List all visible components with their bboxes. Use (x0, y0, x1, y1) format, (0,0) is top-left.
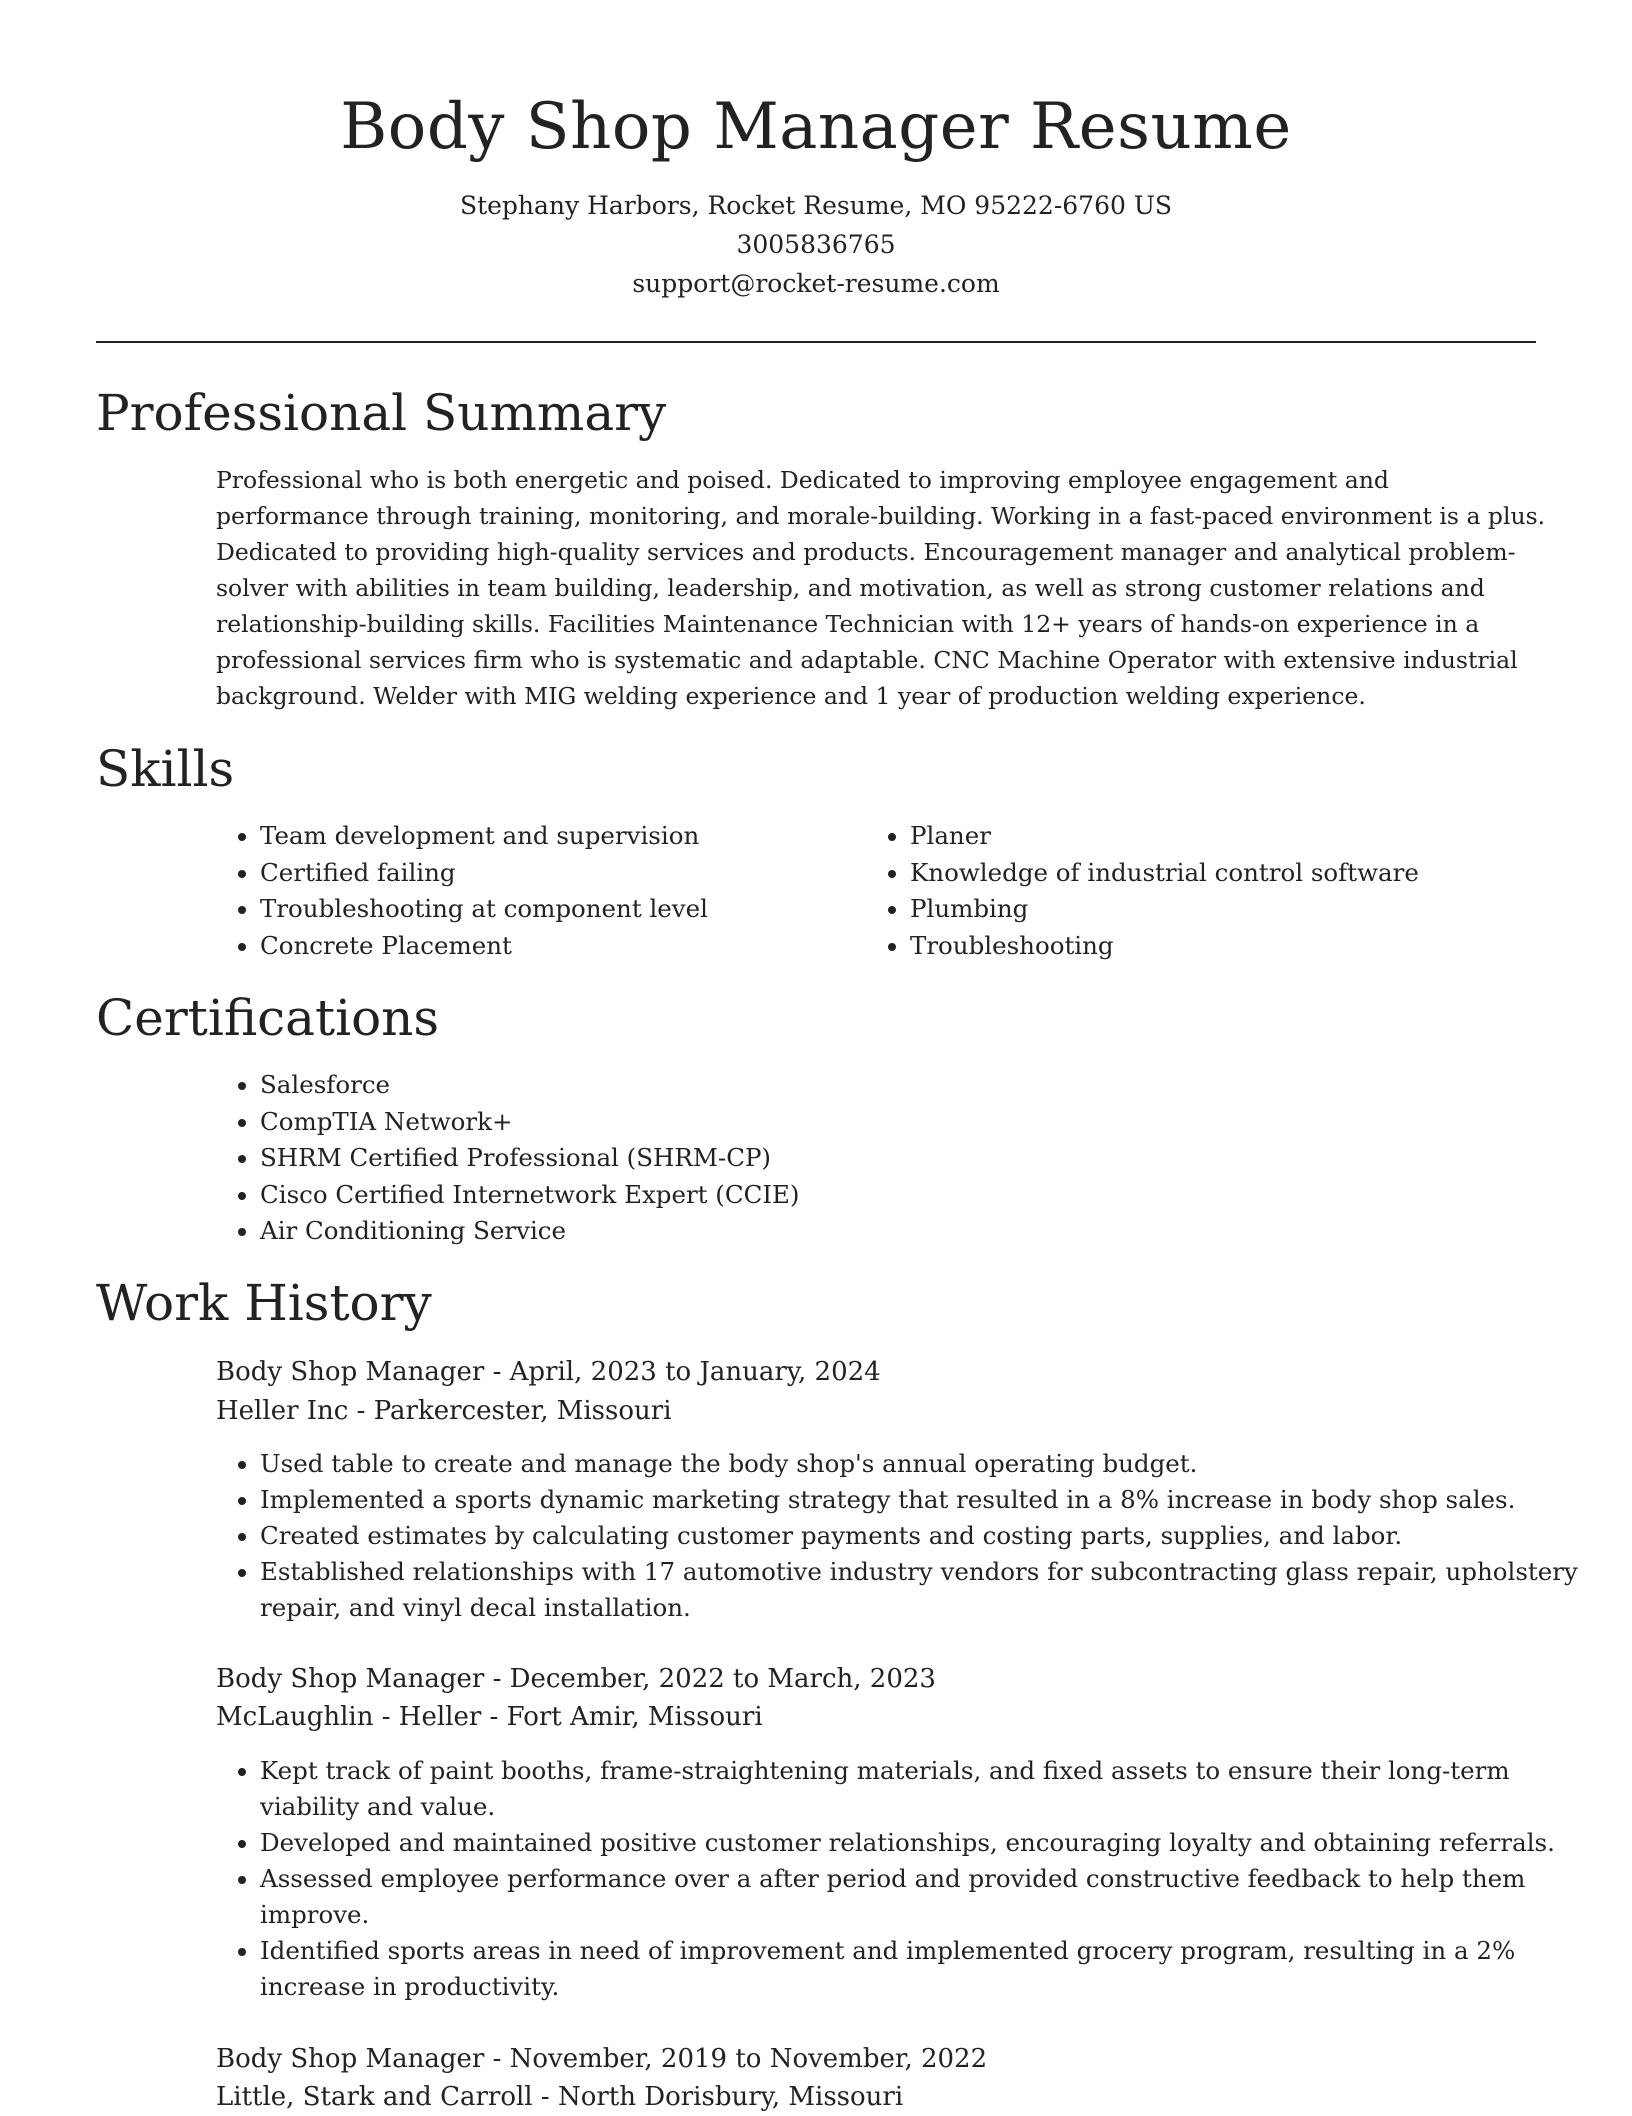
section-title-certifications: Certifications (96, 989, 440, 1047)
skill-item: • Planer (910, 818, 1550, 855)
job-title-line: Body Shop Manager - November, 2019 to November, 2022 (216, 2044, 988, 2074)
contact-email: support@rocket-resume.com (632, 269, 1000, 298)
job-company: Little, Stark and Carroll (216, 2082, 533, 2112)
job-company: McLaughlin - Heller (216, 1702, 482, 1732)
resume-header (0, 0, 1632, 303)
job-dates: December, 2022 to March, 2023 (509, 1664, 936, 1694)
job-title: Body Shop Manager (216, 1664, 485, 1694)
skill-item: • Team development and supervision (260, 818, 860, 855)
job-bullet: • Established relationships with 17 automotive industry vendors for subcontracting glass repair, upholstery repair, and vinyl decal installation. (260, 1554, 1590, 1626)
job-company-line: Heller Inc - Parkercester, Missouri (216, 1396, 672, 1426)
job-bullet-list (216, 1446, 1590, 1626)
job-company: Heller Inc (216, 1396, 349, 1426)
certification-item: • Air Conditioning Service (260, 1213, 1160, 1250)
resume-title: Body Shop Manager Resume (340, 90, 1292, 164)
header-divider (96, 341, 1536, 343)
certification-item: • SHRM Certified Professional (SHRM-CP) (260, 1140, 1160, 1177)
job-bullet: • Assessed employee performance over a after period and provided constructive feedback to help them improve. (260, 1861, 1590, 1933)
skill-item: • Troubleshooting (910, 928, 1550, 965)
job-bullet: • Used table to create and manage the body shop's annual operating budget. (260, 1446, 1590, 1482)
certification-item: • Cisco Certified Internetwork Expert (CCIE) (260, 1177, 1160, 1214)
job-title: Body Shop Manager (216, 1357, 485, 1387)
job-bullet: • Implemented a sports dynamic marketing strategy that resulted in a 8% increase in body shop sales. (260, 1482, 1590, 1518)
job-dates: April, 2023 to January, 2024 (509, 1357, 881, 1387)
certification-item: • Salesforce (260, 1067, 1160, 1104)
contact-block (0, 186, 1632, 303)
job-company-line: Little, Stark and Carroll - North Dorisbury, Missouri (216, 2082, 904, 2112)
job-title-line: Body Shop Manager - April, 2023 to January, 2024 (216, 1357, 881, 1387)
skill-item: • Certified failing (260, 855, 860, 892)
job-bullet-list (216, 1753, 1590, 2005)
skill-item: • Troubleshooting at component level (260, 891, 860, 928)
job-location: North Dorisbury, Missouri (557, 2082, 904, 2112)
certifications-list (216, 1067, 1160, 1250)
job-title: Body Shop Manager (216, 2044, 485, 2074)
job-bullet: • Developed and maintained positive customer relationships, encouraging loyalty and obtaining referrals. (260, 1825, 1590, 1861)
contact-address: Stephany Harbors, Rocket Resume, MO 95222-6760 US (459, 191, 1173, 220)
summary-text: Professional who is both energetic and poised. Dedicated to improving employee engagement and performance through training, monitoring, and morale-building. Working in a fast-paced environment is a plus. Dedicated to providing high-quality services and products. Encouragement manager and analytical problem-solver with abilities in team building, leadership, and motivation, as well as strong customer relations and relationship-building skills. Facilities Maintenance Technician with 12+ years of hands-on experience in a professional services firm who is systematic and adaptable. CNC Machine Operator with extensive industrial background. Welder with MIG welding experience and 1 year of production welding experience. (216, 466, 1546, 710)
skills-list-right (866, 818, 1550, 964)
job-location: Parkercester, Missouri (373, 1396, 672, 1426)
job-location: Fort Amir, Missouri (506, 1702, 763, 1732)
section-title-summary: Professional Summary (96, 384, 667, 442)
skills-list-left (216, 818, 860, 964)
contact-phone: 3005836765 (736, 230, 896, 259)
section-title-work-history: Work History (96, 1274, 432, 1332)
job-bullet: • Created estimates by calculating customer payments and costing parts, supplies, and labor. (260, 1518, 1590, 1554)
job-company-line: McLaughlin - Heller - Fort Amir, Missouri (216, 1702, 763, 1732)
skill-item: • Knowledge of industrial control software (910, 855, 1550, 892)
skill-item: • Plumbing (910, 891, 1550, 928)
section-title-skills: Skills (96, 740, 235, 798)
skill-item: • Concrete Placement (260, 928, 860, 965)
job-bullet: • Kept track of paint booths, frame-straightening materials, and fixed assets to ensure their long-term viability and value. (260, 1753, 1590, 1825)
job-bullet: • Identified sports areas in need of improvement and implemented grocery program, resulting in a 2% increase in productivity. (260, 1933, 1590, 2005)
job-title-line: Body Shop Manager - December, 2022 to March, 2023 (216, 1664, 936, 1694)
certification-item: • CompTIA Network+ (260, 1104, 1160, 1141)
job-dates: November, 2019 to November, 2022 (509, 2044, 988, 2074)
